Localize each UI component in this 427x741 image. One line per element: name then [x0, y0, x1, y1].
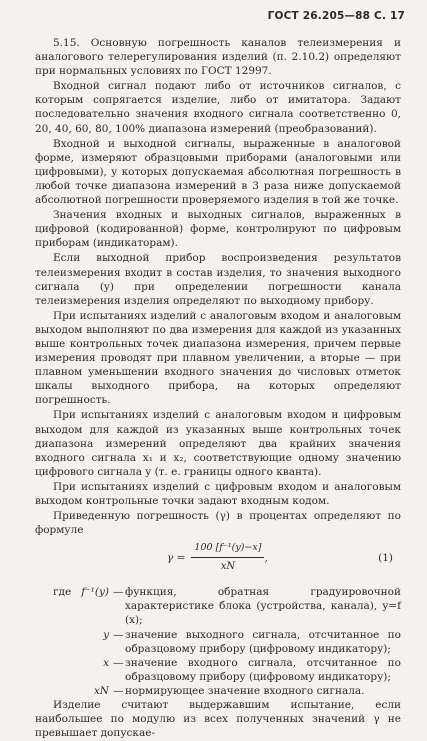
definition-lead: где	[53, 586, 72, 599]
paragraph-5-15: 5.15. Основную погрешность каналов телеизмерения и аналогового телерегулирования изделий (п. 2.10.2) определяют при нормальных условиях по ГОСТ 12997.	[35, 37, 401, 78]
definition-item: y — значение выходного сигнала, отсчитанное по образцовому прибору (цифровому индикатору);	[35, 628, 401, 656]
paragraph-analog-analog: При испытаниях изделий с аналоговым входом и аналоговым выходом выполняют по два измерения для каждой из указанных выше контрольных точек диапазона измерения, причем первые измерения проводят при плавном увеличении, а вторые — при плавном уменьшении входного значения до числовых отметок шкалы выходного прибора, на которых определяют погрешность.	[35, 309, 401, 407]
definition-text: значение входного сигнала, отсчитанное по образцовому прибору (цифровому индикатору);	[125, 656, 401, 683]
definition-term: xN	[93, 684, 109, 697]
paragraph-analog-digital: При испытаниях изделий с аналоговым входом и цифровым выходом для каждой из указанных выше контрольных точек диапазона измерений определяют два крайних значения входного сигнала x₁ и x₂, соответствующие одному значению цифрового сигнала y (т. е. границы одного кванта).	[35, 409, 401, 478]
formula-tail: ,	[264, 551, 268, 564]
definition-text: значение выходного сигнала, отсчитанное по образцовому прибору (цифровому индикатору);	[125, 628, 401, 655]
definition-term: f⁻¹(y)	[81, 586, 109, 599]
definitions-list	[35, 585, 401, 698]
formula-lhs: γ =	[167, 551, 186, 564]
formula-numerator: 100 [f⁻¹(y)−x]	[191, 541, 264, 558]
document-body	[35, 36, 401, 741]
paragraph-input-signal: Входной сигнал подают либо от источников сигналов, с которым сопрягается изделие, либо от имитатора. Задают последовательно значения входного сигнала соответственно 0, 20, 40, 60, 80, 100% диапазона измерений (преобразований).	[35, 80, 401, 135]
paragraph-formula-intro: Приведенную погрешность (γ) в процентах определяют по формуле	[35, 510, 401, 537]
definition-item: где f⁻¹(y) — функция, обратная градуировочной характеристике блока (устройства, канала), y=f (x);	[53, 586, 401, 627]
formula	[167, 541, 268, 574]
paragraph-digital-signals: Значения входных и выходных сигналов, выраженных в цифровой (кодированной) форме, контролируют по цифровым приборам (индикаторам).	[35, 209, 401, 250]
definition-term: x	[103, 656, 109, 669]
definition-term: y	[103, 628, 109, 641]
definition-text: функция, обратная градуировочной характеристике блока (устройства, канала), y=f (x);	[125, 586, 401, 627]
formula-block	[35, 541, 401, 581]
paragraph-pass-criterion: Изделие считают выдержавшим испытание, если наибольшее по модулю из всех полученных значений γ не превышает допускае-	[35, 699, 401, 740]
definition-item: xN — нормирующее значение входного сигнала.	[35, 684, 401, 698]
paragraph-digital-analog: При испытаниях изделий с цифровым входом и аналоговым выходом контрольные точки задают входным кодом.	[35, 480, 401, 507]
equation-number: (1)	[378, 552, 393, 565]
page-header: ГОСТ 26.205—88 С. 17	[267, 10, 405, 22]
definition-text: нормирующее значение входного сигнала.	[125, 684, 365, 697]
paragraph-output-device: Если выходной прибор воспроизведения результатов телеизмерения входит в состав изделия, то значения выходного сигнала (y) при определении погрешности канала телеизмерения изделия определяют по выходному прибору.	[35, 252, 401, 307]
formula-fraction	[191, 541, 264, 574]
paragraph-analog-signals: Входной и выходной сигналы, выраженные в аналоговой форме, измеряют образцовыми приборами (аналоговыми или цифровыми), у которых допускаемая абсолютная погрешность в любой точке диапазона измерений в 3 раза ниже допускаемой абсолютной погрешности проверяемого изделия в той же точке.	[35, 137, 401, 207]
definition-item: x — значение входного сигнала, отсчитанное по образцовому прибору (цифровому индикатору);	[35, 656, 401, 684]
formula-denominator: xN	[220, 561, 236, 573]
